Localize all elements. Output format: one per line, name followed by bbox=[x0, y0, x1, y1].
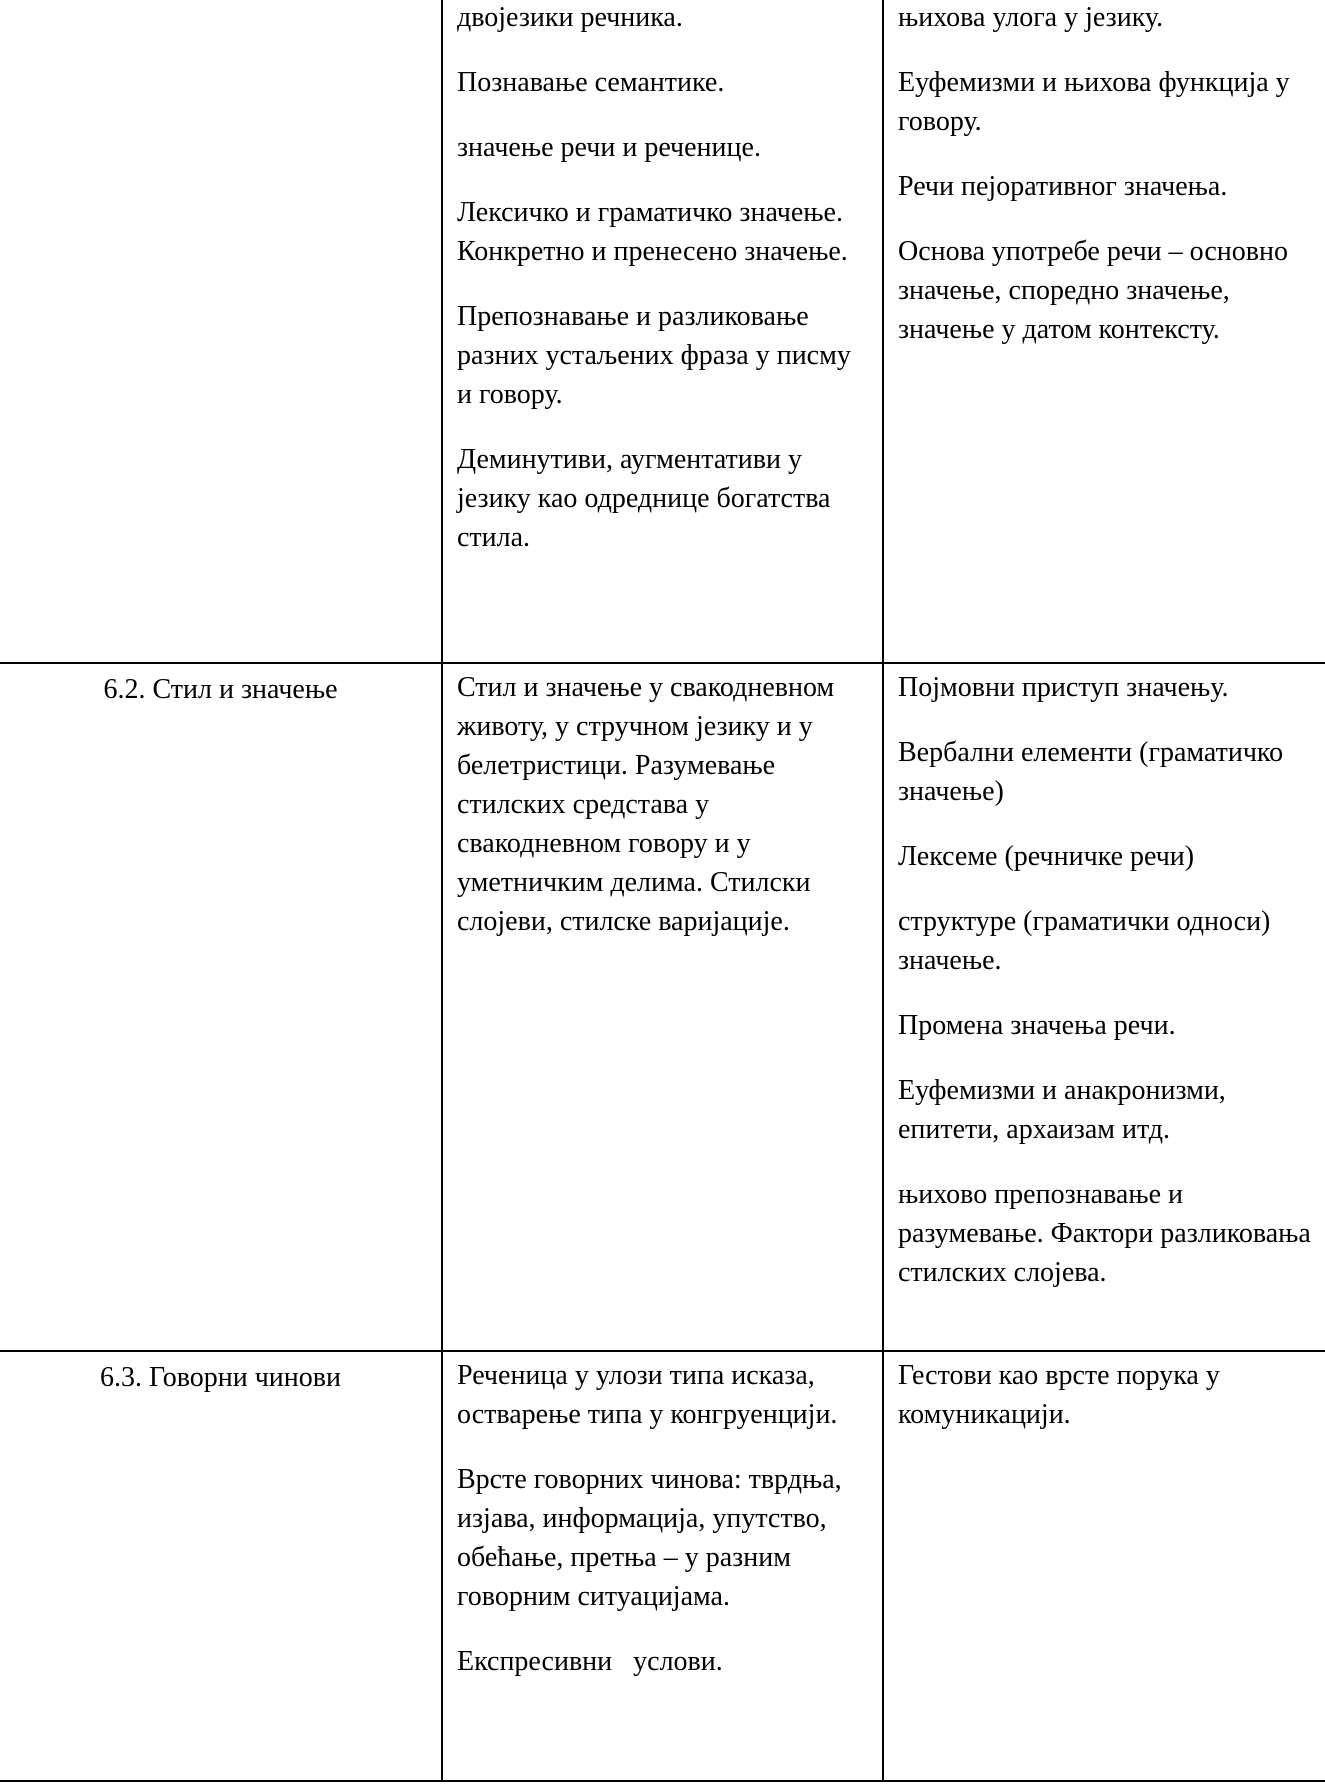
topic-cell bbox=[0, 0, 442, 663]
details-paragraph: њихова улога у језику. bbox=[898, 2, 1164, 33]
details-paragraph: њихово препознавање и разумевање. Фактори разликовања стилских слојева. bbox=[898, 1179, 1311, 1288]
details-paragraph: Еуфемизми и анакронизми, епитети, архаизам итд. bbox=[898, 1075, 1226, 1145]
details-cell bbox=[883, 1351, 1325, 1781]
content-paragraph: Реченица у улози типа исказа, остварење типа у конгруенцији. bbox=[457, 1360, 838, 1430]
content-cell bbox=[442, 1351, 883, 1781]
table-row bbox=[0, 0, 1325, 663]
details-paragraph: Лексеме (речничке речи) bbox=[898, 841, 1195, 872]
topic-text: 6.3. Говорни чинови bbox=[100, 1362, 341, 1393]
details-paragraph: Гестови као врсте порука у комуникацији. bbox=[898, 1360, 1220, 1430]
content-paragraph: Познавање семантике. bbox=[457, 67, 725, 98]
details-paragraph: Појмовни приступ значењу. bbox=[898, 672, 1229, 703]
details-paragraph: Еуфемизми и њихова функција у говору. bbox=[898, 67, 1290, 137]
content-paragraph: значење речи и реченице. bbox=[457, 132, 761, 163]
details-paragraph: Вербални елементи (граматичко значење) bbox=[898, 737, 1284, 807]
content-paragraph: двојезики речника. bbox=[457, 2, 683, 33]
content-paragraph: Деминутиви, аугментативи у језику као одреднице богатства стила. bbox=[457, 444, 831, 553]
details-paragraph: структуре (граматички односи) значење. bbox=[898, 906, 1271, 976]
table-row bbox=[0, 1351, 1325, 1781]
content-paragraph: Лексичко и граматичко значење. Конкретно и пренесено значење. bbox=[457, 197, 848, 267]
content-paragraph: Експресивни услови. bbox=[457, 1646, 723, 1677]
topic-text: 6.2. Стил и значење bbox=[103, 674, 338, 705]
content-paragraph: Врсте говорних чинова: тврдња, изјава, информација, упутство, обећање, претња – у разним говорним ситуацијама. bbox=[457, 1464, 842, 1612]
topic-cell bbox=[0, 1351, 442, 1781]
details-paragraph: Основа употребе речи – основно значење, споредно значење, значење у датом контексту. bbox=[898, 236, 1288, 345]
content-cell bbox=[442, 663, 883, 1351]
table-row bbox=[0, 663, 1325, 1351]
content-cell bbox=[442, 0, 883, 663]
details-paragraph: Промена значења речи. bbox=[898, 1010, 1176, 1041]
details-cell bbox=[883, 0, 1325, 663]
content-paragraph: Препознавање и разликовање разних устаљених фраза у писму и говору. bbox=[457, 301, 851, 410]
details-cell bbox=[883, 663, 1325, 1351]
topic-cell bbox=[0, 663, 442, 1351]
details-paragraph: Речи пејоративног значења. bbox=[898, 171, 1228, 202]
content-paragraph: Стил и значење у свакодневном животу, у стручном језику и у белетристици. Разумевање стилских средстава у свакодневном говору и у уметничким делима. Стилски слојеви, стилске варијације. bbox=[457, 672, 835, 937]
